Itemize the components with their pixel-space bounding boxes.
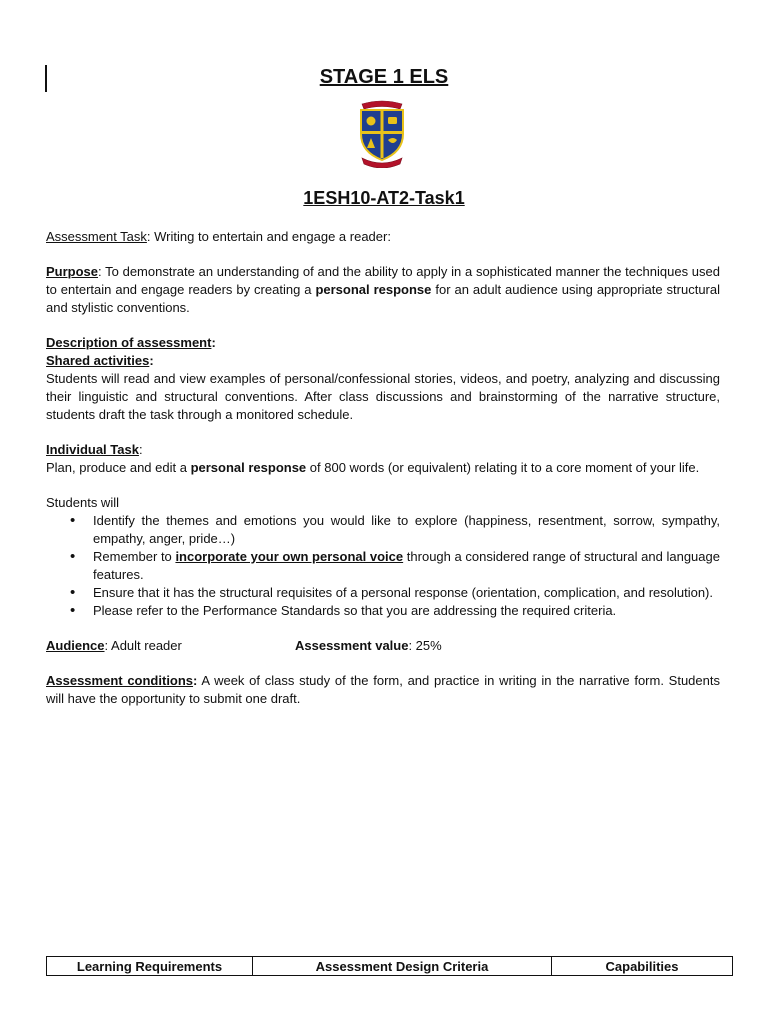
table-row (47, 957, 733, 976)
shared-activities-label: Shared activities (46, 353, 150, 368)
individual-task-heading (46, 441, 720, 459)
assessment-conditions-colon: : (193, 673, 198, 688)
school-crest-icon (356, 100, 408, 168)
individual-task-emphasis: personal response (190, 460, 307, 475)
audience-row (46, 637, 720, 655)
assessment-value-label: Assessment value (295, 638, 409, 653)
description-heading (46, 334, 720, 352)
purpose-text-1: : To demonstrate an understanding of and the ability to apply in a sophisticated manner the techniques used to entertain and engage readers by creating a (46, 264, 720, 297)
shared-activities-text: Students will read and view examples of personal/confessional stories, videos, and poetry, analyzing and discussing their linguistic and structural conventions. After class discussions and brainstorming of the narrative structure, students draft the task through a monitored schedule. (46, 371, 720, 422)
bullet-2-text-1: Remember to (93, 549, 176, 564)
purpose-emphasis: personal response (315, 282, 432, 297)
bullet-2-emphasis: incorporate your own personal voice (175, 549, 404, 564)
assessment-task-text: : Writing to entertain and engage a reader: (146, 229, 391, 244)
task-code-heading: 1ESH10-AT2-Task1 (303, 188, 465, 208)
individual-task-text-1: Plan, produce and edit a (46, 460, 191, 475)
assessment-value-field (295, 637, 442, 655)
description-colon: : (211, 335, 216, 350)
list-item: • Identify the themes and emotions you would like to explore (happiness, resentment, sorrow, sympathy, empathy, anger, pride…) (46, 512, 720, 548)
assessment-value-text: : 25% (408, 638, 442, 653)
list-item: • Ensure that it has the structural requisites of a personal response (orientation, complication, and resolution). (46, 584, 720, 602)
audience-field (46, 637, 182, 655)
individual-task-text (46, 459, 720, 477)
list-item (46, 548, 720, 584)
students-will-list (46, 512, 720, 620)
table-header-assessment-design-criteria: Assessment Design Criteria (253, 957, 552, 976)
assessment-conditions-text: A week of class study of the form, and practice in writing in the narrative form. Students will have the opportunity to submit one draft. (46, 673, 720, 706)
individual-task-text-2: of 800 words (or equivalent) relating it to a core moment of your life. (306, 460, 700, 475)
table-header-capabilities: Capabilities (552, 957, 733, 976)
students-will-intro: Students will (46, 495, 119, 510)
individual-task-label: Individual Task (46, 442, 139, 457)
shared-activities-colon: : (149, 353, 154, 368)
shared-activities-heading (46, 352, 720, 370)
bullet-2-text-2: through a considered range of structural and language features. (93, 549, 720, 582)
assessment-body (46, 228, 720, 708)
assessment-conditions-label: Assessment conditions (46, 673, 194, 688)
list-item: • Please refer to the Performance Standards so that you are addressing the required criteria. (46, 602, 720, 620)
assessment-task-label: Assessment Task (46, 229, 147, 244)
description-label: Description of assessment (46, 335, 212, 350)
requirements-table (46, 956, 733, 976)
purpose-label: Purpose (46, 264, 99, 279)
purpose-text-2: for an adult audience using appropriate structural and stylistic conventions. (46, 282, 720, 315)
audience-value: : Adult reader (104, 638, 182, 653)
purpose-paragraph (46, 263, 720, 317)
assessment-task-line (46, 228, 720, 246)
individual-task-colon: : (138, 442, 143, 457)
audience-label: Audience (46, 638, 105, 653)
table-header-learning-requirements: Learning Requirements (47, 957, 253, 976)
page-title: STAGE 1 ELS (319, 66, 449, 88)
assessment-conditions-paragraph (46, 672, 720, 708)
